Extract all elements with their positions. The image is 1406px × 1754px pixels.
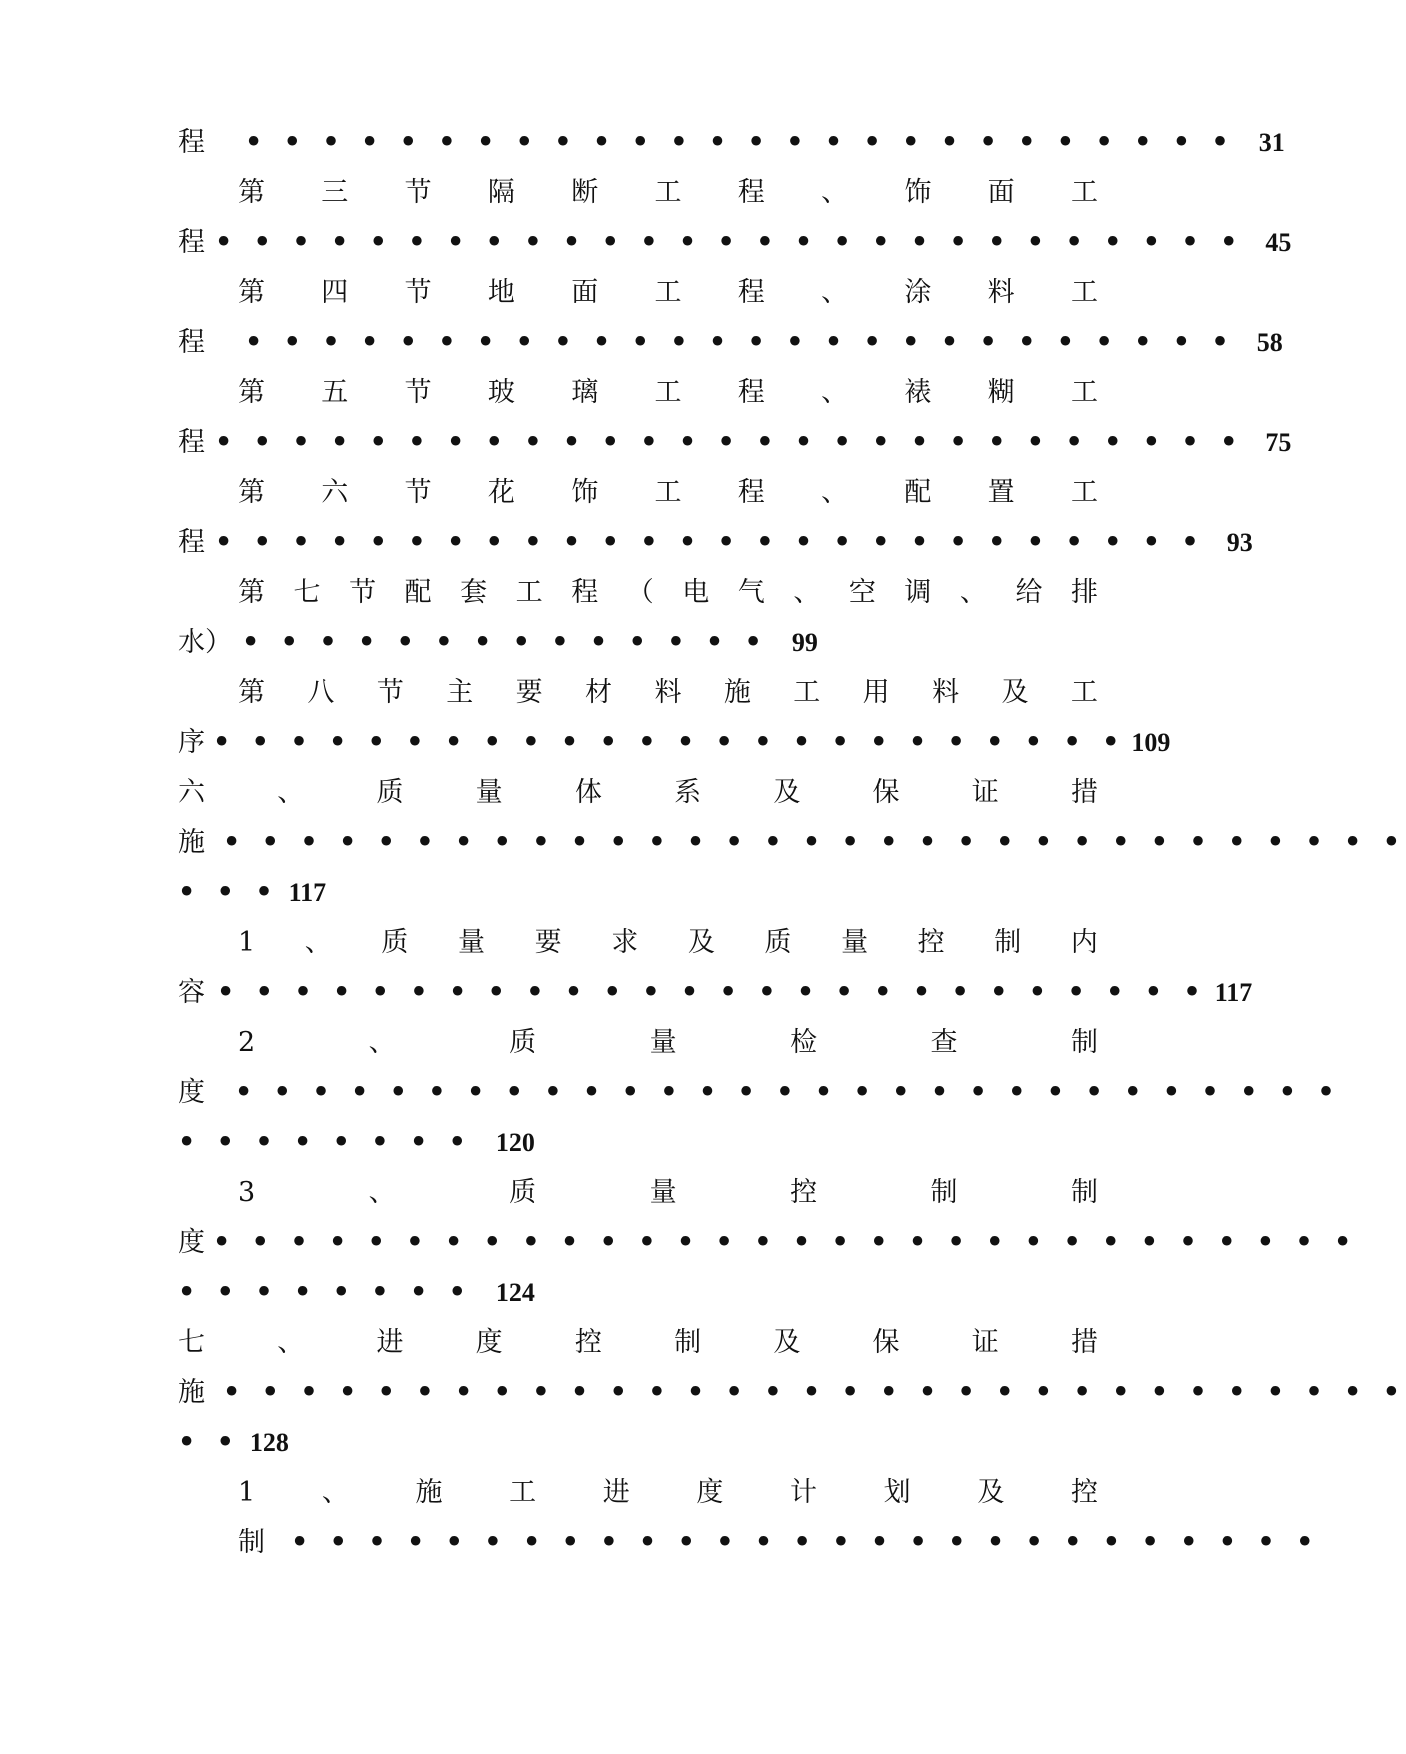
toc-title-char: 料 xyxy=(932,677,960,708)
toc-title-char: 、 xyxy=(821,177,849,208)
toc-dot-leader: • • • • • • • • • • • • • • • • • • • • • • • • • • • xyxy=(291,1527,1320,1558)
toc-title-char: 饰 xyxy=(904,177,932,208)
toc-title-char: 制 xyxy=(674,1327,702,1358)
toc-title-char: 量 xyxy=(475,777,503,808)
toc-title-char: 制 xyxy=(1071,1177,1098,1208)
toc-dot-leader: • • • xyxy=(178,877,279,908)
toc-heading-tail: 程 xyxy=(178,227,205,258)
toc-title-char: 程 xyxy=(737,477,765,508)
toc-title-line xyxy=(238,1468,1098,1518)
toc-title-line xyxy=(238,668,1098,718)
toc-title-char: 量 xyxy=(649,1177,677,1208)
toc-title-char: 措 xyxy=(1070,777,1098,808)
toc-title-char: 制 xyxy=(930,1177,958,1208)
toc-title-char: 工 xyxy=(1070,277,1098,308)
toc-title-char: 第 xyxy=(238,377,265,408)
toc-title-char: 玻 xyxy=(487,377,515,408)
toc-title-char: 施 xyxy=(415,1477,443,1508)
toc-title-char: 工 xyxy=(654,477,682,508)
toc-page-number: 124 xyxy=(495,1278,535,1307)
toc-leader-line xyxy=(178,1068,1341,1118)
toc-dot-leader: • • • • • • • • • • • • • • • • • • • • • • • • • • xyxy=(217,977,1207,1008)
toc-title-line xyxy=(238,168,1098,218)
toc-title-char: 质 xyxy=(381,927,409,958)
toc-dot-leader: • • • • • • • • • • • • • • • • • • • • • • • • • • xyxy=(215,527,1205,558)
toc-dot-leader: • • • • • • • • • • • • • • • • • • • • • • • • • • • • • • xyxy=(213,1227,1358,1258)
toc-dot-leader: • • • • • • • • • • • • • • • • • • • • • • • • • • xyxy=(245,127,1235,158)
toc-title-char: 程 xyxy=(737,377,765,408)
toc-title-char: 控 xyxy=(790,1177,818,1208)
toc-heading-tail: 程 xyxy=(178,427,205,458)
toc-dot-leader: • • • • • • • • • • • • • • xyxy=(242,627,768,658)
toc-title-char: 划 xyxy=(883,1477,911,1508)
toc-leader-line xyxy=(178,418,1292,468)
toc-title-char: 、 xyxy=(304,927,332,958)
toc-title-line xyxy=(238,568,1098,618)
toc-title-char: 隔 xyxy=(487,177,515,208)
toc-title-char: 给 xyxy=(1015,577,1043,608)
toc-heading-tail: 容 xyxy=(178,977,205,1008)
toc-page-number: 99 xyxy=(791,628,818,657)
toc-title-char: 料 xyxy=(654,677,682,708)
toc-page-number: 58 xyxy=(1256,328,1283,357)
toc-title-char: 节 xyxy=(404,477,432,508)
toc-title-char: 花 xyxy=(487,477,515,508)
toc-title-char: 工 xyxy=(515,577,543,608)
toc-title-char: 第 xyxy=(238,577,265,608)
toc-page-number: 109 xyxy=(1131,728,1171,757)
toc-dot-leader: • • • • • • • • • • • • • • • • • • • • • • • • • • • xyxy=(215,227,1244,258)
toc-title-char: 节 xyxy=(404,177,432,208)
toc-leader-line xyxy=(178,518,1253,568)
toc-title-char: 七 xyxy=(293,577,321,608)
toc-title-char: 地 xyxy=(487,277,515,308)
toc-title-char: 第 xyxy=(238,477,265,508)
toc-title-char: 空 xyxy=(848,577,876,608)
toc-title-char: 及 xyxy=(687,927,715,958)
toc-title-char: 制 xyxy=(994,927,1022,958)
toc-title-char: 节 xyxy=(404,277,432,308)
toc-title-line xyxy=(238,1168,1098,1218)
toc-title-char: 裱 xyxy=(904,377,932,408)
toc-title-char: 四 xyxy=(321,277,349,308)
toc-title-char: 度 xyxy=(475,1327,503,1358)
toc-title-char: 、 xyxy=(821,277,849,308)
toc-title-char: 用 xyxy=(862,677,890,708)
toc-leader-line xyxy=(238,1518,1320,1568)
toc-title-char: 主 xyxy=(446,677,474,708)
toc-title-char: 糊 xyxy=(987,377,1015,408)
toc-heading-tail: 施 xyxy=(178,1377,205,1408)
toc-title-char: 工 xyxy=(654,277,682,308)
toc-title-char: 调 xyxy=(904,577,932,608)
toc-title-char: 度 xyxy=(696,1477,724,1508)
toc-title-char: 第 xyxy=(238,677,265,708)
toc-title-char: 璃 xyxy=(571,377,599,408)
toc-page-number: 93 xyxy=(1226,528,1253,557)
toc-title-char: 工 xyxy=(1070,677,1098,708)
toc-title-char: 节 xyxy=(404,377,432,408)
toc-title-char: 、 xyxy=(821,477,849,508)
toc-title-char: 工 xyxy=(654,177,682,208)
toc-title-char: 系 xyxy=(674,777,702,808)
toc-title-char: 3 xyxy=(238,1177,256,1208)
toc-page-number: 31 xyxy=(1258,128,1285,157)
toc-title-char: 工 xyxy=(509,1477,537,1508)
toc-dot-leader: • • • • • • • • • • • • • • • • • • • • • • • • • • • • • • • xyxy=(223,827,1406,858)
toc-title-char: 面 xyxy=(987,177,1015,208)
toc-title-char: 、 xyxy=(368,1177,396,1208)
toc-title-char: 工 xyxy=(1070,177,1098,208)
toc-title-char: 工 xyxy=(1070,377,1098,408)
toc-heading-tail: 度 xyxy=(178,1227,205,1258)
toc-title-char: 第 xyxy=(238,277,265,308)
toc-heading-tail: 程 xyxy=(178,127,205,158)
toc-title-char: 计 xyxy=(790,1477,818,1508)
toc-title-char: 求 xyxy=(611,927,639,958)
toc-leader-line xyxy=(178,818,1406,868)
toc-leader-line xyxy=(178,1218,1358,1268)
toc-title-char: 饰 xyxy=(571,477,599,508)
toc-title-char: 第 xyxy=(238,177,265,208)
toc-leader-line xyxy=(178,1418,1098,1468)
toc-heading-tail: 制 xyxy=(238,1527,265,1558)
toc-title-char: 措 xyxy=(1070,1327,1098,1358)
toc-title-char: 配 xyxy=(904,477,932,508)
toc-title-char: 八 xyxy=(307,677,335,708)
toc-page-number: 117 xyxy=(288,878,327,907)
toc-title-char: 、 xyxy=(793,577,821,608)
toc-title-char: 电 xyxy=(682,577,710,608)
toc-title-char: 证 xyxy=(971,1327,999,1358)
toc-page-number: 117 xyxy=(1214,978,1253,1007)
toc-title-char: 、 xyxy=(277,777,305,808)
toc-heading-tail: 程 xyxy=(178,327,205,358)
toc-title-char: 程 xyxy=(737,177,765,208)
toc-title-char: 六 xyxy=(321,477,349,508)
toc-title-char: 内 xyxy=(1070,927,1098,958)
toc-title-char: 料 xyxy=(987,277,1015,308)
toc-leader-line xyxy=(178,718,1171,768)
toc-title-char: 要 xyxy=(515,677,543,708)
toc-title-char: 质 xyxy=(764,927,792,958)
toc-leader-line xyxy=(178,618,1098,668)
toc-title-char: 1 xyxy=(238,927,256,958)
toc-page-number: 120 xyxy=(495,1128,535,1157)
toc-title-line xyxy=(238,468,1098,518)
toc-title-char: 、 xyxy=(821,377,849,408)
toc-dot-leader: • • xyxy=(178,1427,240,1458)
toc-title-char: 断 xyxy=(571,177,599,208)
toc-title-char: 、 xyxy=(959,577,987,608)
toc-heading-tail: 施 xyxy=(178,827,205,858)
toc-page-number: 45 xyxy=(1265,228,1292,257)
toc-title-char: 质 xyxy=(509,1027,537,1058)
toc-title-line xyxy=(178,1318,1098,1368)
toc-title-char: 工 xyxy=(1070,477,1098,508)
toc-title-char: 气 xyxy=(737,577,765,608)
toc-leader-line xyxy=(178,868,1098,918)
toc-title-char: 量 xyxy=(841,927,869,958)
toc-title-char: 程 xyxy=(737,277,765,308)
toc-dot-leader: • • • • • • • • • • • • • • • • • • • • • • • • • • xyxy=(245,327,1235,358)
toc-dot-leader: • • • • • • • • • • • • • • • • • • • • • • • • • • • • • • • xyxy=(223,1377,1406,1408)
toc-title-char: 材 xyxy=(585,677,613,708)
toc-title-char: 制 xyxy=(1071,1027,1098,1058)
toc-title-char: 六 xyxy=(178,777,205,808)
toc-title-line xyxy=(238,268,1098,318)
toc-leader-line xyxy=(178,1118,1098,1168)
toc-title-char: 五 xyxy=(321,377,349,408)
toc-title-char: 保 xyxy=(872,777,900,808)
toc-leader-line xyxy=(178,218,1292,268)
toc-title-char: 进 xyxy=(376,1327,404,1358)
toc-title-char: 及 xyxy=(773,777,801,808)
toc-title-char: 涂 xyxy=(904,277,932,308)
toc-title-char: 控 xyxy=(1070,1477,1098,1508)
toc-dot-leader: • • • • • • • • • • • • • • • • • • • • • • • • • • • • • xyxy=(235,1077,1341,1108)
toc-heading-tail: 度 xyxy=(178,1077,205,1108)
toc-title-char: 、 xyxy=(321,1477,349,1508)
toc-dot-leader: • • • • • • • • xyxy=(178,1127,472,1158)
toc-title-char: 量 xyxy=(649,1027,677,1058)
toc-title-char: 工 xyxy=(654,377,682,408)
toc-title-char: 配 xyxy=(404,577,432,608)
toc-title-char: 、 xyxy=(277,1327,305,1358)
toc-title-char: 质 xyxy=(376,777,404,808)
toc-leader-line xyxy=(178,318,1283,368)
toc-title-char: 质 xyxy=(509,1177,537,1208)
toc-title-char: 要 xyxy=(534,927,562,958)
toc-title-char: 工 xyxy=(793,677,821,708)
toc-leader-line xyxy=(178,968,1253,1018)
toc-title-char: 进 xyxy=(602,1477,630,1508)
toc-title-char: 节 xyxy=(349,577,377,608)
toc-dot-leader: • • • • • • • • • • • • • • • • • • • • • • • • xyxy=(213,727,1126,758)
toc-leader-line xyxy=(178,1268,1098,1318)
toc-title-char: 套 xyxy=(460,577,488,608)
toc-title-line xyxy=(238,918,1098,968)
toc-title-char: 控 xyxy=(574,1327,602,1358)
toc-title-char: （ xyxy=(626,577,654,608)
toc-heading-tail: 程 xyxy=(178,527,205,558)
toc-title-char: 施 xyxy=(723,677,751,708)
toc-title-char: 面 xyxy=(571,277,599,308)
toc-title-char: 证 xyxy=(971,777,999,808)
toc-title-char: 三 xyxy=(321,177,349,208)
toc-title-line xyxy=(238,1018,1098,1068)
toc-title-char: 七 xyxy=(178,1327,205,1358)
toc-title-char: 保 xyxy=(872,1327,900,1358)
toc-title-char: 及 xyxy=(1001,677,1029,708)
toc-leader-line xyxy=(178,118,1285,168)
toc-title-char: 1 xyxy=(238,1477,256,1508)
toc-title-char: 体 xyxy=(574,777,602,808)
toc-title-char: 量 xyxy=(458,927,486,958)
toc-title-char: 控 xyxy=(917,927,945,958)
toc-title-char: 程 xyxy=(571,577,599,608)
toc-title-char: 节 xyxy=(376,677,404,708)
toc-title-char: 查 xyxy=(930,1027,958,1058)
toc-dot-leader: • • • • • • • • xyxy=(178,1277,472,1308)
toc-title-char: 置 xyxy=(987,477,1015,508)
toc-title-char: 及 xyxy=(977,1477,1005,1508)
toc-title-line xyxy=(238,368,1098,418)
toc-title-char: 、 xyxy=(368,1027,396,1058)
toc-leader-line xyxy=(178,1368,1406,1418)
toc-page-number: 75 xyxy=(1265,428,1292,457)
toc-page-number: 128 xyxy=(249,1428,289,1457)
toc-heading-tail: 序 xyxy=(178,727,205,758)
toc-title-char: 2 xyxy=(238,1027,256,1058)
toc-title-char: 排 xyxy=(1070,577,1098,608)
toc-title-char: 检 xyxy=(790,1027,818,1058)
toc-title-line xyxy=(178,768,1098,818)
toc-heading-tail: 水） xyxy=(178,627,232,658)
toc-dot-leader: • • • • • • • • • • • • • • • • • • • • • • • • • • • xyxy=(215,427,1244,458)
toc-title-char: 及 xyxy=(773,1327,801,1358)
